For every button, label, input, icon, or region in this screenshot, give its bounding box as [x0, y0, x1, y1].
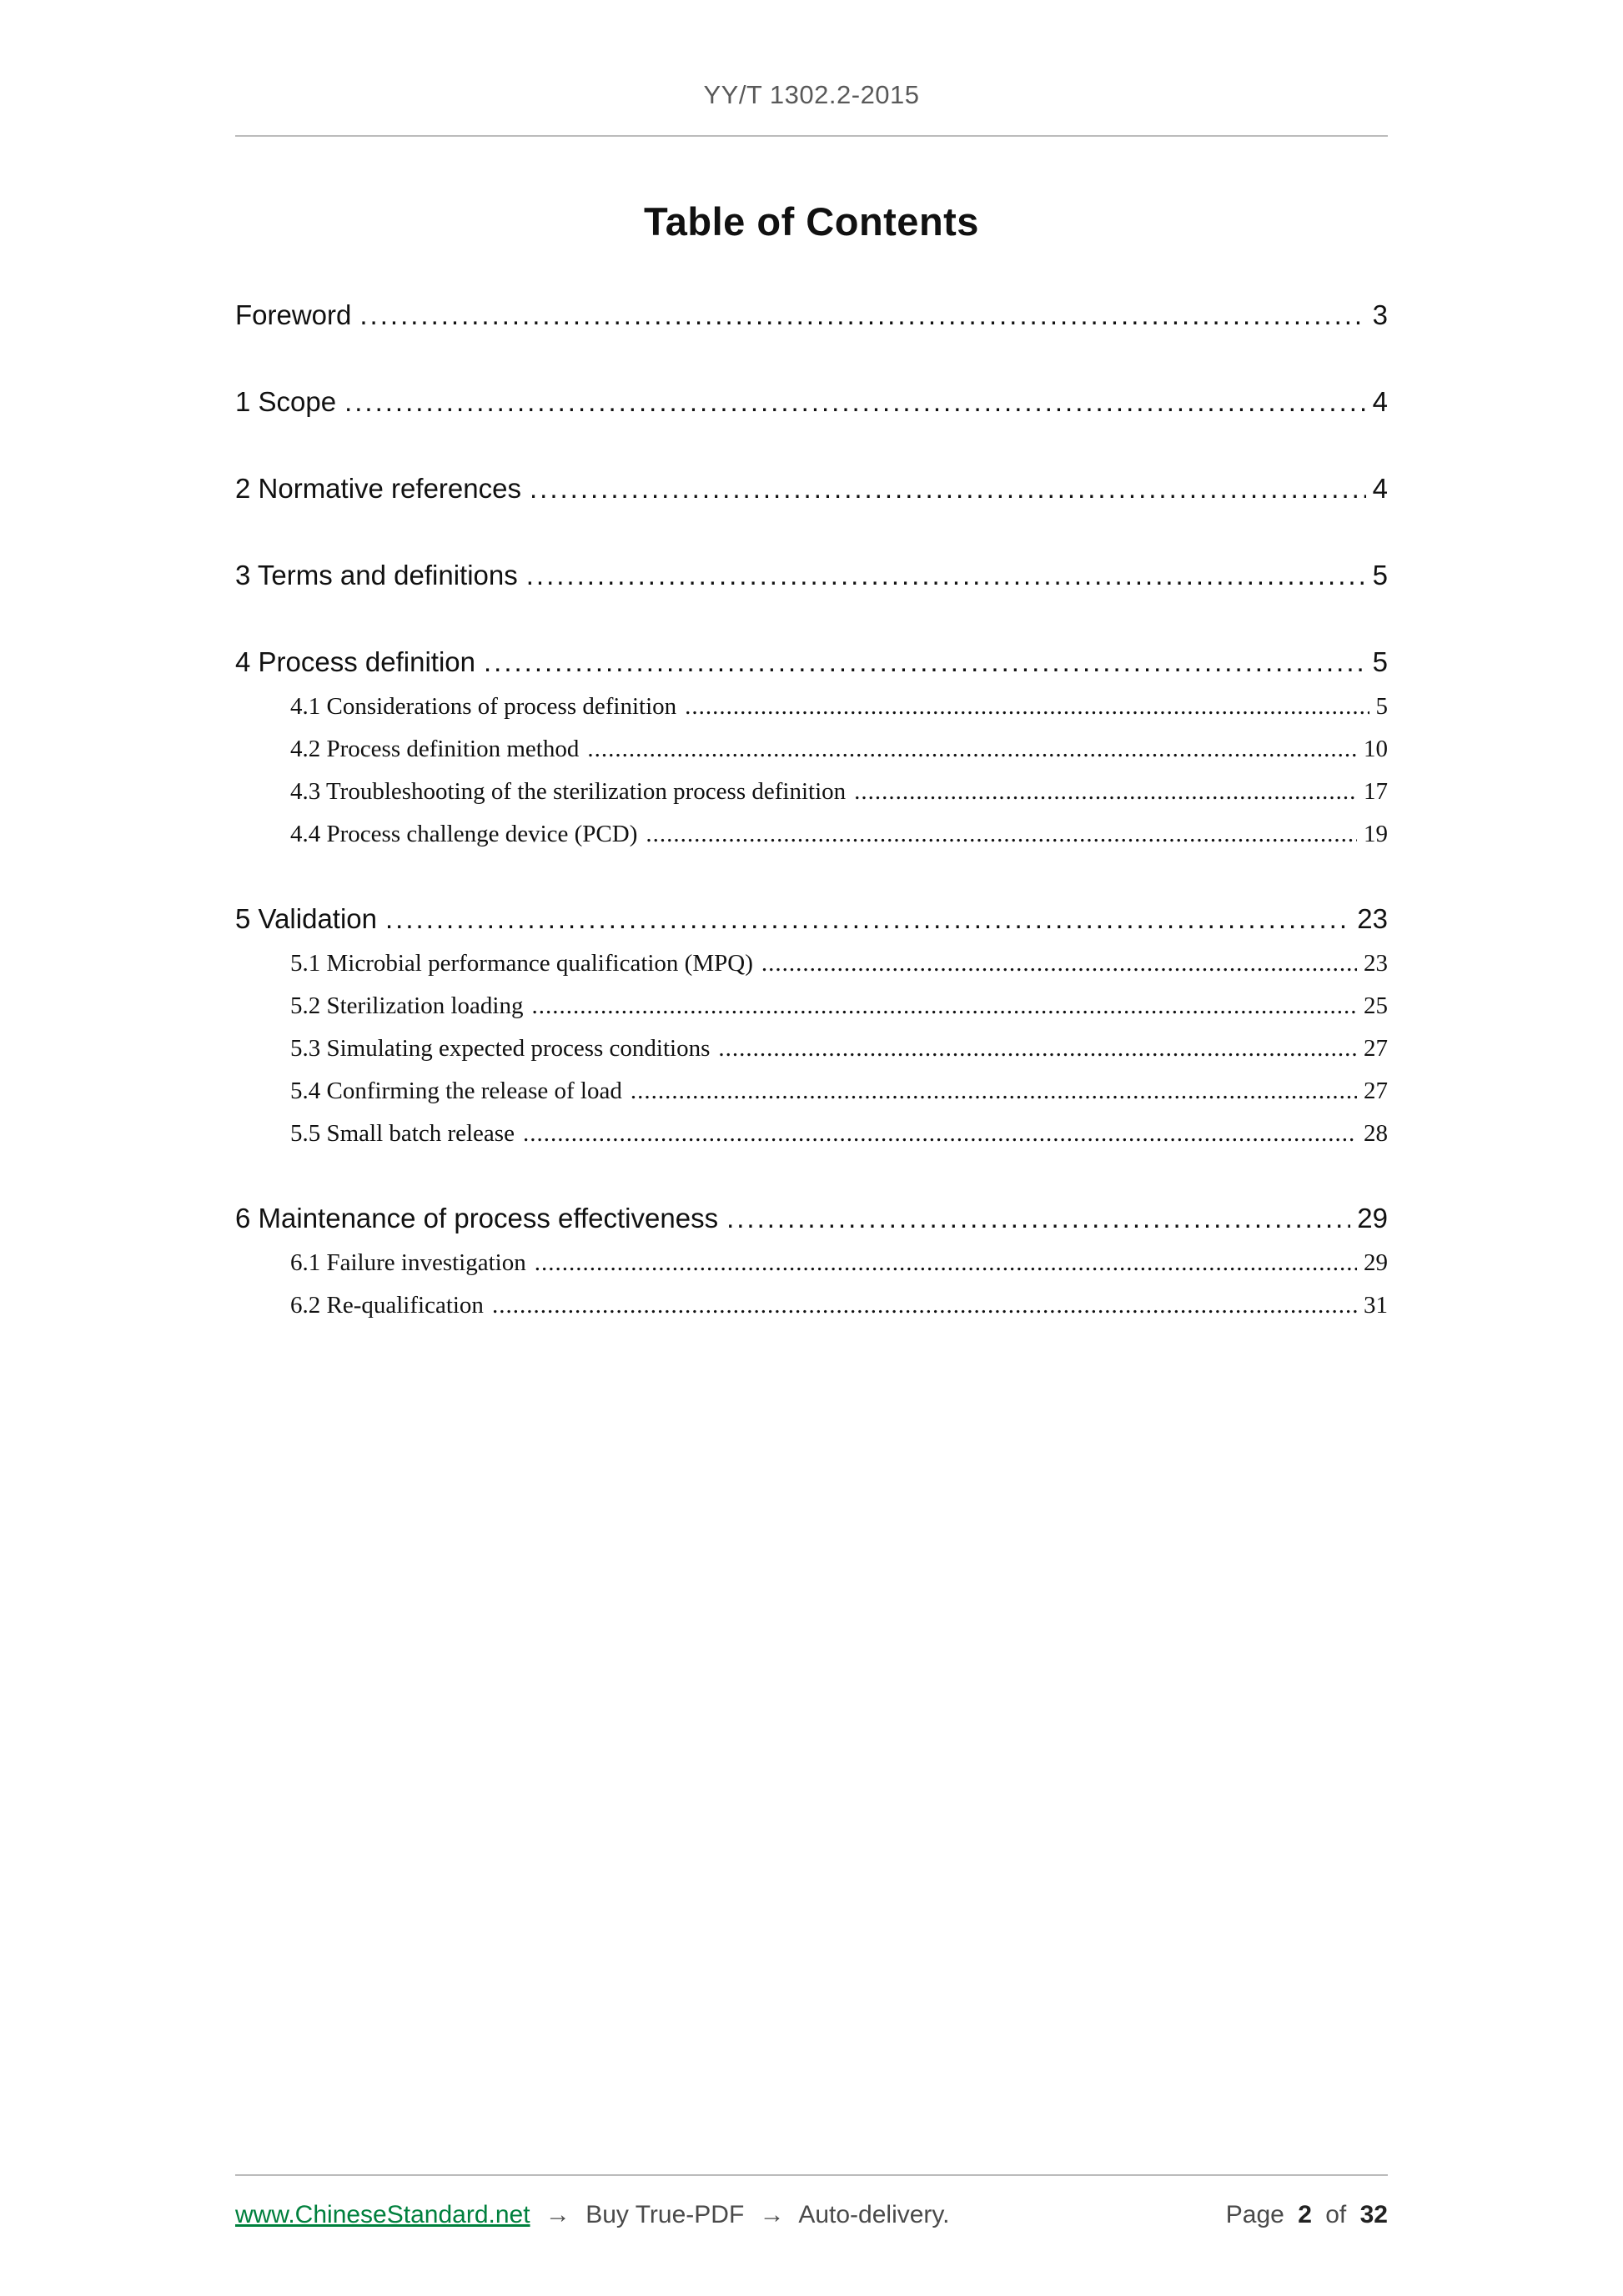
- toc-entry-page: 10: [1364, 736, 1388, 762]
- toc-entry: [235, 821, 1388, 848]
- header-divider: [235, 135, 1388, 137]
- toc-entry: [235, 903, 1388, 935]
- toc-entry-label: 5.2 Sterilization loading: [290, 992, 524, 1019]
- toc-entry: [235, 1203, 1388, 1234]
- page-footer: [235, 2174, 1388, 2229]
- toc-dot-leader: [718, 1035, 1357, 1063]
- toc-entry-page: 17: [1364, 778, 1388, 805]
- document-number: YY/T 1302.2-2015: [703, 80, 920, 109]
- toc-entry: [235, 473, 1388, 505]
- page-indicator-label: Page: [1225, 2201, 1284, 2228]
- page-indicator: [1219, 2201, 1388, 2229]
- toc-dot-leader: [531, 992, 1357, 1020]
- toc-entry: [235, 1078, 1388, 1105]
- toc-entry-label: 4.1 Considerations of process definition: [290, 693, 677, 720]
- toc-entry: [235, 693, 1388, 721]
- toc-entry-page: 29: [1364, 1249, 1388, 1276]
- toc-entry-page: 3: [1372, 299, 1388, 330]
- toc-entry: [235, 1120, 1388, 1148]
- toc-entry-label: 4.3 Troubleshooting of the sterilization process definition: [290, 778, 847, 805]
- toc-entry: [235, 386, 1388, 418]
- toc-dot-leader: [631, 1078, 1357, 1105]
- toc-entry-label: 2 Normative references: [235, 473, 521, 504]
- page-title: Table of Contents: [644, 199, 979, 244]
- toc-entry: [235, 1249, 1388, 1277]
- toc-entry-label: 5.4 Confirming the release of load: [290, 1078, 622, 1104]
- arrow-right-icon: →: [545, 2201, 570, 2228]
- toc-entry: [235, 1292, 1388, 1319]
- toc-dot-leader: [761, 950, 1357, 977]
- footer-site-link[interactable]: www.ChineseStandard.net: [235, 2201, 530, 2228]
- toc-entry: [235, 299, 1388, 331]
- toc-entry-label: 5.3 Simulating expected process conditions: [290, 1035, 711, 1062]
- toc-entry: [235, 646, 1388, 678]
- toc-entry-page: 31: [1364, 1292, 1388, 1319]
- toc-entry: [235, 1035, 1388, 1063]
- page-indicator-current: 2: [1298, 2201, 1312, 2228]
- toc-dot-leader: [492, 1292, 1357, 1319]
- document-header: [235, 0, 1388, 137]
- toc-dot-leader: [587, 736, 1357, 763]
- footer-delivery-text: Auto-delivery.: [798, 2201, 950, 2228]
- toc-entry-label: 4 Process definition: [235, 646, 475, 677]
- toc-entry-label: 3 Terms and definitions: [235, 560, 518, 590]
- toc-dot-leader: [854, 778, 1357, 806]
- toc-entry-page: 25: [1364, 992, 1388, 1019]
- toc-entry: [235, 950, 1388, 977]
- toc-entry-label: 5.1 Microbial performance qualification (MPQ): [290, 950, 753, 977]
- page-indicator-of: of: [1325, 2201, 1347, 2228]
- arrow-right-icon: →: [759, 2201, 785, 2228]
- toc-entry: [235, 992, 1388, 1020]
- toc-dot-leader: [726, 1203, 1350, 1234]
- footer-buy-text: Buy True-PDF: [585, 2201, 745, 2228]
- toc-entry: [235, 560, 1388, 591]
- toc-entry-label: 4.2 Process definition method: [290, 736, 580, 762]
- toc-entry-page: 5: [1372, 560, 1388, 590]
- toc-entry-page: 27: [1364, 1078, 1388, 1104]
- toc-entry-label: 4.4 Process challenge device (PCD): [290, 821, 638, 847]
- toc-entry-page: 5: [1375, 693, 1388, 720]
- toc-dot-leader: [344, 386, 1366, 418]
- toc-entry-label: 5.5 Small batch release: [290, 1120, 515, 1147]
- toc-entry-page: 29: [1357, 1203, 1388, 1233]
- toc-entry-label: 6.1 Failure investigation: [290, 1249, 526, 1276]
- toc-entry-label: 6 Maintenance of process effectiveness: [235, 1203, 719, 1233]
- toc-dot-leader: [385, 903, 1350, 935]
- toc-entry: [235, 778, 1388, 806]
- footer-divider: [235, 2174, 1388, 2176]
- toc-dot-leader: [530, 473, 1366, 505]
- footer-promo: [235, 2201, 958, 2229]
- toc-entry-page: 5: [1372, 646, 1388, 677]
- toc-entry-label: Foreword: [235, 299, 352, 330]
- toc-dot-leader: [523, 1120, 1357, 1148]
- toc-entry-label: 1 Scope: [235, 386, 337, 417]
- toc-entry-label: 5 Validation: [235, 903, 378, 934]
- toc-dot-leader: [646, 821, 1357, 848]
- toc-dot-leader: [359, 299, 1365, 331]
- toc-dot-leader: [526, 560, 1366, 591]
- page-indicator-total: 32: [1359, 2201, 1388, 2228]
- toc-entry-page: 23: [1364, 950, 1388, 977]
- toc-entry-page: 4: [1372, 473, 1388, 504]
- footer-row: [235, 2201, 1388, 2229]
- toc-dot-leader: [685, 693, 1369, 721]
- toc-dot-leader: [535, 1249, 1357, 1277]
- toc-entry: [235, 736, 1388, 763]
- toc-entry-page: 19: [1364, 821, 1388, 847]
- toc-entry-page: 27: [1364, 1035, 1388, 1062]
- toc-entry-page: 4: [1372, 386, 1388, 417]
- toc-list: [235, 299, 1388, 1319]
- toc-entry-label: 6.2 Re-qualification: [290, 1292, 484, 1319]
- toc-entry-page: 28: [1364, 1120, 1388, 1147]
- toc-entry-page: 23: [1357, 903, 1388, 934]
- toc-dot-leader: [484, 646, 1366, 678]
